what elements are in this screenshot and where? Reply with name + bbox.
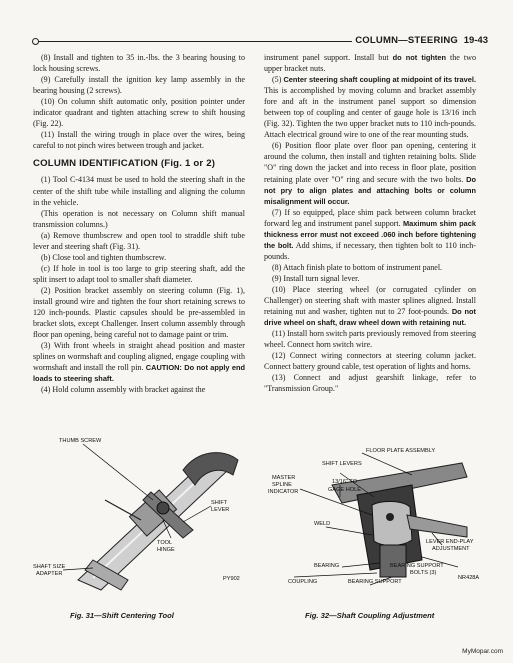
emphasis: Do not drive wheel on shaft, draw wheel down with retaining nut. bbox=[264, 307, 476, 328]
paragraph bbox=[264, 207, 476, 262]
paragraph: (This operation is not necessary on Column shift manual transmission columns.) bbox=[33, 208, 245, 229]
paragraph: (11) Install the wiring trough in place over the wires, being careful to not pinch wires between trough and jacket. bbox=[33, 130, 245, 151]
paragraph: (8) Install and tighten to 35 in.-lbs. the 3 bearing housing to lock housing screws. bbox=[33, 53, 245, 74]
label-lever-end-play-2: ADJUSTMENT bbox=[432, 546, 470, 552]
label-shift-levers: SHIFT LEVERS bbox=[322, 461, 362, 467]
paragraph: (8) Attach finish plate to bottom of instrument panel. bbox=[272, 262, 443, 272]
paragraph: (a) Remove thumbscrew and open tool to straddle shift tube lever and steering shaft (Fig. 31). bbox=[33, 230, 245, 251]
emphasis: do not tighten bbox=[392, 53, 446, 62]
paragraph bbox=[264, 140, 476, 206]
text-run: (7) If so equipped, place shim pack between column bracket forward leg and instrument panel support. bbox=[264, 207, 476, 228]
page-number: 19-43 bbox=[463, 35, 488, 46]
label-master-spline-3: INDICATOR bbox=[268, 489, 299, 495]
label-shift-lever-1: SHIFT bbox=[211, 500, 228, 506]
label-tool-hinge-1: TOOL bbox=[157, 540, 173, 546]
paragraph bbox=[33, 340, 245, 384]
label-bearing-support: BEARING SUPPORT bbox=[348, 579, 402, 585]
paragraph: (9) Install turn signal lever. bbox=[272, 273, 360, 283]
caution-note: CAUTION: Do not apply end loads to steering shaft. bbox=[33, 363, 246, 384]
text-run: This is accomplished by moving column and bracket assembly fore and aft in the instrument panel support so dimension between top of coupling and center of gauge hole is 13/16 inch (Fig. 32). Tighten the two upper bracket nuts to 110 inch-pounds. Attach electrical ground wire to one of the rear mounting studs. bbox=[264, 86, 476, 140]
paragraph: (10) On column shift automatic only, position pointer under indicator quadrant and tighten attaching screw to shift housing (Fig. 22). bbox=[33, 97, 245, 129]
paragraph: (2) Position bracket assembly on steering column (Fig. 1), install ground wire and tighten the four short retaining screws to 120 inch-pounds. Plastic capsules should be pre-assembled in bracket slots, except Challenger. Insert column assembly through floor pan opening, being careful not to damage paint or trim. bbox=[33, 285, 245, 340]
text-run: the two upper bracket nuts. bbox=[264, 53, 477, 74]
paragraph: (4) Hold column assembly with bracket against the bbox=[41, 385, 206, 395]
label-shaft-size-2: ADAPTER bbox=[36, 571, 63, 577]
figure-code: PY902 bbox=[223, 576, 240, 582]
header-rule bbox=[38, 41, 384, 42]
label-bearing-support-bolts-2: BOLTS (3) bbox=[410, 570, 437, 576]
emphasis: Do not pry to align plates and attaching bolts or column misalignment will occur. bbox=[264, 174, 476, 206]
label-dimension-1: 13/16" TO bbox=[332, 479, 358, 485]
paragraph: (12) Connect wiring connectors at steering column jacket. Connect battery ground cable, test operation of lights and horns. bbox=[264, 351, 476, 372]
steering-column-drawing bbox=[78, 453, 238, 590]
label-thumb-screw: THUMB SCREW bbox=[59, 438, 102, 444]
paragraph: (b) Close tool and tighten thumbscrew. bbox=[41, 252, 167, 262]
label-master-spline-2: SPLINE bbox=[272, 482, 292, 488]
section-title: COLUMN—STEERING bbox=[352, 35, 458, 46]
figure-32-shaft-coupling bbox=[262, 445, 490, 595]
label-tool-hinge-2: HINGE bbox=[157, 547, 175, 553]
page-header bbox=[32, 35, 488, 47]
watermark: MyMopar.com bbox=[462, 648, 503, 655]
paragraph bbox=[264, 284, 476, 328]
label-shaft-size-1: SHAFT SIZE bbox=[33, 564, 66, 570]
paragraph: (11) Install horn switch parts previously removed from steering wheel. Connect horn switch wire. bbox=[264, 329, 476, 350]
section-heading: COLUMN IDENTIFICATION (Fig. 1 or 2) bbox=[33, 158, 216, 170]
text-run: (5) bbox=[272, 75, 284, 85]
paragraph: (c) If hole in tool is too large to grip steering shaft, add the split insert to adapt tool to smaller shaft diameter. bbox=[33, 263, 245, 284]
paragraph-text: (3) With front wheels in straight ahead position and master splines on wormshaft and coupling aligned, engage coupling with wormshaft and install the roll pin. bbox=[33, 341, 245, 373]
label-weld: WELD bbox=[314, 521, 331, 527]
paragraph bbox=[264, 74, 476, 140]
label-shift-lever-2: LEVER bbox=[211, 507, 230, 513]
header-bullet bbox=[32, 38, 39, 45]
paragraph bbox=[264, 52, 476, 74]
emphasis: Maximum shim pack thickness error must not exceed .060 inch before tightening the bolt. bbox=[264, 218, 476, 250]
paragraph: (1) Tool C-4134 must be used to hold the steering shaft in the center of the shift tube while installing and aligning the column in the vehicle. bbox=[33, 175, 245, 207]
figure-31-caption: Fig. 31—Shift Centering Tool bbox=[70, 611, 174, 620]
figure-31-shift-centering-tool bbox=[33, 430, 253, 598]
right-column bbox=[264, 52, 476, 394]
label-dimension-2: GAGE HOLE bbox=[328, 487, 361, 493]
label-bearing: BEARING bbox=[314, 563, 340, 569]
figure-code: NR428A bbox=[458, 575, 480, 581]
paragraph: (9) Carefully install the ignition key lamp assembly in the bearing housing (2 screws). bbox=[33, 75, 245, 96]
paragraph: (13) Connect and adjust gearshift linkage, refer to "Transmission Group." bbox=[264, 373, 476, 394]
text-run: instrument panel support. Install but bbox=[264, 53, 393, 62]
label-bearing-support-bolts-1: BEARING SUPPORT bbox=[390, 563, 444, 569]
label-master-spline-1: MASTER bbox=[272, 475, 296, 481]
label-coupling: COUPLING bbox=[288, 579, 318, 585]
left-column bbox=[33, 52, 245, 395]
text-run: (10) Place steering wheel (or corrugated cylinder on Challenger) on steering shaft with master splines aligned. Install retaining nut and washer, tighten nut to 27 foot-pounds. bbox=[264, 284, 476, 317]
emphasis: Center steering shaft coupling at midpoint of its travel. bbox=[283, 75, 476, 85]
label-floor-plate: FLOOR PLATE ASSEMBLY bbox=[366, 448, 436, 454]
label-lever-end-play-1: LEVER END-PLAY bbox=[426, 539, 474, 545]
text-run: Add shims, if necessary, then tighten bolt to 110 inch-pounds. bbox=[264, 240, 476, 261]
figure-32-caption: Fig. 32—Shaft Coupling Adjustment bbox=[305, 611, 435, 620]
text-run: (6) Position floor plate over floor pan opening, centering it around the column, then install and tighten retaining bolts. Slide "O" ring down the jacket and into recess in floor plate, position retaining plate over "O" ring and secure with the two bolts. bbox=[264, 141, 476, 184]
